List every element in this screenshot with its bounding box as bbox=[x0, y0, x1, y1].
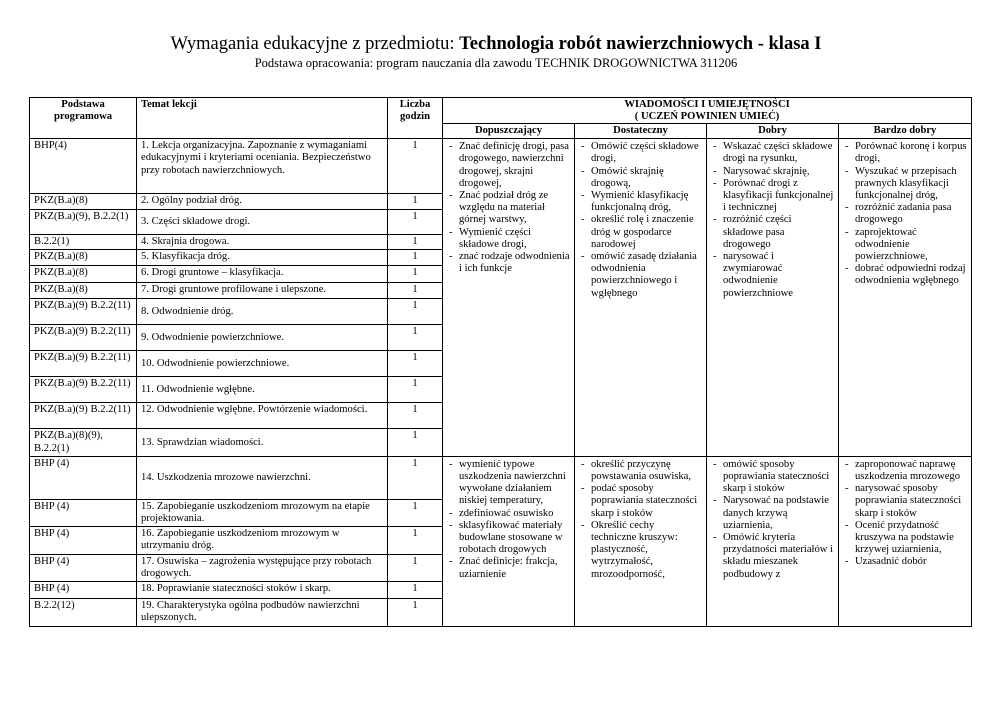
requirements-list bbox=[447, 459, 570, 581]
header-knowledge-line2: ( UCZEŃ POWINIEN UMIEĆ) bbox=[634, 110, 780, 122]
requirements-bardzo-dobry-2 bbox=[839, 456, 972, 626]
row-hours: 1 bbox=[388, 283, 443, 299]
table-row bbox=[30, 456, 972, 499]
requirements-dostateczny-1 bbox=[575, 139, 707, 457]
requirement-item: - narysować i zwymiarować odwodnienie powierzchniowe bbox=[711, 251, 834, 300]
row-basis: BHP (4) bbox=[30, 456, 137, 499]
document-subtitle: Podstawa opracowania: program nauczania dla zawodu TECHNIK DROGOWNICTWA 311206 bbox=[254, 56, 738, 70]
requirement-item: - Wyszukać w przepisach prawnych klasyfikacji funkcjonalnej dróg, bbox=[843, 166, 967, 203]
header-grade-bardzo-dobry: Bardzo dobry bbox=[839, 124, 972, 139]
row-topic: 8. Odwodnienie dróg. bbox=[137, 299, 388, 325]
header-topic: Temat lekcji bbox=[137, 98, 388, 139]
row-basis: BHP (4) bbox=[30, 582, 137, 599]
requirements-list bbox=[579, 459, 702, 581]
row-hours: 1 bbox=[388, 250, 443, 266]
requirement-item: - Znać podział dróg ze względu na materiał górnej warstwy, bbox=[447, 190, 570, 227]
row-basis: BHP (4) bbox=[30, 527, 137, 554]
row-hours: 1 bbox=[388, 139, 443, 194]
row-hours: 1 bbox=[388, 210, 443, 235]
requirement-item: - Określić cechy techniczne kruszyw: plastyczność, wytrzymałość, mrozoodporność, bbox=[579, 520, 702, 581]
row-basis: BHP (4) bbox=[30, 499, 137, 526]
requirements-bardzo-dobry-1 bbox=[839, 139, 972, 457]
header-grade-dobry: Dobry bbox=[707, 124, 839, 139]
row-topic: 16. Zapobieganie uszkodzeniom mrozowym w utrzymaniu dróg. bbox=[137, 527, 388, 554]
header-knowledge-line1: WIADOMOŚCI I UMIEJĘTNOŚCI bbox=[624, 99, 790, 110]
row-basis: B.2.2(1) bbox=[30, 235, 137, 250]
row-topic: 5. Klasyfikacja dróg. bbox=[137, 250, 388, 266]
row-hours: 1 bbox=[388, 325, 443, 351]
requirement-item: - sklasyfikować materiały budowlane stosowane w robotach drogowych bbox=[447, 520, 570, 557]
requirement-item: - zdefiniować osuwisko bbox=[447, 508, 570, 520]
header-knowledge bbox=[443, 98, 972, 124]
requirement-item: - Narysować skrajnię, bbox=[711, 166, 834, 178]
row-basis: PKZ(B.a)(9) B.2.2(11) bbox=[30, 377, 137, 403]
row-basis: PKZ(B.a)(8)(9), B.2.2(1) bbox=[30, 429, 137, 456]
row-hours: 1 bbox=[388, 299, 443, 325]
row-basis: B.2.2(12) bbox=[30, 599, 137, 627]
requirement-item: - Wskazać części składowe drogi na rysunku, bbox=[711, 141, 834, 165]
row-basis: BHP(4) bbox=[30, 139, 137, 194]
table-row bbox=[30, 139, 972, 194]
requirement-item: - znać rodzaje odwodnienia i ich funkcje bbox=[447, 251, 570, 275]
row-basis: PKZ(B.a)(9) B.2.2(11) bbox=[30, 325, 137, 351]
row-hours: 1 bbox=[388, 403, 443, 429]
row-topic: 12. Odwodnienie wgłębne. Powtórzenie wiadomości. bbox=[137, 403, 388, 429]
row-hours: 1 bbox=[388, 456, 443, 499]
requirement-item: - określić rolę i znaczenie dróg w gospodarce narodowej bbox=[579, 214, 702, 251]
row-hours: 1 bbox=[388, 582, 443, 599]
row-topic: 17. Osuwiska – zagrożenia występujące przy robotach drogowych. bbox=[137, 554, 388, 581]
requirement-item: - Narysować na podstawie danych krzywą uziarnienia, bbox=[711, 495, 834, 532]
requirement-item: - zaproponować naprawę uszkodzenia mrozowego bbox=[843, 459, 967, 483]
row-basis: PKZ(B.a)(9), B.2.2(1) bbox=[30, 210, 137, 235]
requirement-item: - określić przyczynę powstawania osuwiska, bbox=[579, 459, 702, 483]
row-topic: 19. Charakterystyka ogólna podbudów nawierzchni ulepszonych. bbox=[137, 599, 388, 627]
header-hours: Liczba godzin bbox=[388, 98, 443, 139]
row-hours: 1 bbox=[388, 235, 443, 250]
requirements-list bbox=[447, 141, 570, 275]
requirement-item: - Wymienić części składowe drogi, bbox=[447, 227, 570, 251]
requirement-item: - Porównać koronę i korpus drogi, bbox=[843, 141, 967, 165]
requirement-item: - Uzasadnić dobór bbox=[843, 556, 967, 568]
row-basis: PKZ(B.a)(9) B.2.2(11) bbox=[30, 403, 137, 429]
requirements-list bbox=[579, 141, 702, 300]
requirements-dostateczny-2 bbox=[575, 456, 707, 626]
requirement-item: - narysować sposoby poprawiania stateczności skarp i stoków bbox=[843, 483, 967, 520]
row-basis: PKZ(B.a)(8) bbox=[30, 194, 137, 210]
header-grade-dostateczny: Dostateczny bbox=[575, 124, 707, 139]
title-prefix: Wymagania edukacyjne z przedmiotu: bbox=[170, 34, 460, 54]
header-grade-dopuszczajacy: Dopuszczający bbox=[443, 124, 575, 139]
requirement-item: - omówić zasadę działania odwodnienia powierzchniowego i wgłębnego bbox=[579, 251, 702, 300]
requirement-item: - Znać definicję drogi, pasa drogowego, nawierzchni drogowej, skrajni drogowej, bbox=[447, 141, 570, 190]
row-basis: PKZ(B.a)(9) B.2.2(11) bbox=[30, 351, 137, 377]
row-topic: 18. Poprawianie stateczności stoków i skarp. bbox=[137, 582, 388, 599]
row-topic: 4. Skrajnia drogowa. bbox=[137, 235, 388, 250]
requirement-item: - rozróżnić zadania pasa drogowego bbox=[843, 202, 967, 226]
requirement-item: - rozróżnić części składowe pasa drogowego bbox=[711, 214, 834, 251]
row-topic: 11. Odwodnienie wgłębne. bbox=[137, 377, 388, 403]
requirements-dopuszczajacy-2 bbox=[443, 456, 575, 626]
requirement-item: - wymienić typowe uszkodzenia nawierzchni wywołane działaniem niskiej temperatury, bbox=[447, 459, 570, 508]
row-hours: 1 bbox=[388, 429, 443, 456]
row-hours: 1 bbox=[388, 599, 443, 627]
requirements-list bbox=[711, 459, 834, 581]
requirement-item: - Omówić części składowe drogi, bbox=[579, 141, 702, 165]
row-topic: 10. Odwodnienie powierzchniowe. bbox=[137, 351, 388, 377]
requirement-item: - omówić sposoby poprawiania stateczności skarp i stoków bbox=[711, 459, 834, 496]
row-basis: PKZ(B.a)(8) bbox=[30, 250, 137, 266]
row-topic: 13. Sprawdzian wiadomości. bbox=[137, 429, 388, 456]
header-basis: Podstawa programowa bbox=[30, 98, 137, 139]
requirement-item: - Znać definicje: frakcja, uziarnienie bbox=[447, 556, 570, 580]
requirement-item: - Porównać drogi z klasyfikacji funkcjonalnej i technicznej bbox=[711, 178, 834, 215]
row-topic: 7. Drogi gruntowe profilowane i ulepszone. bbox=[137, 283, 388, 299]
row-topic: 6. Drogi gruntowe – klasyfikacja. bbox=[137, 266, 388, 283]
row-hours: 1 bbox=[388, 527, 443, 554]
row-topic: 14. Uszkodzenia mrozowe nawierzchni. bbox=[137, 456, 388, 499]
document-title bbox=[0, 34, 992, 54]
requirements-dobry-2 bbox=[707, 456, 839, 626]
requirements-dobry-1 bbox=[707, 139, 839, 457]
row-hours: 1 bbox=[388, 266, 443, 283]
row-topic: 2. Ogólny podział dróg. bbox=[137, 194, 388, 210]
row-topic: 15. Zapobieganie uszkodzeniom mrozowym na etapie projektowania. bbox=[137, 499, 388, 526]
requirement-item: - Omówić kryteria przydatności materiałów i składu mieszanek podbudowy z bbox=[711, 532, 834, 581]
row-hours: 1 bbox=[388, 499, 443, 526]
requirement-item: - zaprojektować odwodnienie powierzchniowe, bbox=[843, 227, 967, 264]
requirements-table bbox=[29, 97, 972, 627]
requirement-item: - podać sposoby poprawiania stateczności skarp i stoków bbox=[579, 483, 702, 520]
title-subject: Technologia robót nawierzchniowych - klasa I bbox=[459, 34, 822, 54]
requirement-item: - Wymienić klasyfikację funkcjonalną dróg, bbox=[579, 190, 702, 214]
row-basis: BHP (4) bbox=[30, 554, 137, 581]
requirements-list bbox=[843, 459, 967, 569]
row-hours: 1 bbox=[388, 194, 443, 210]
requirement-item: - Ocenić przydatność kruszywa na podstawie krzywej uziarnienia, bbox=[843, 520, 967, 557]
row-basis: PKZ(B.a)(8) bbox=[30, 266, 137, 283]
requirement-item: - dobrać odpowiedni rodzaj odwodnienia wgłębnego bbox=[843, 263, 967, 287]
requirements-dopuszczajacy-1 bbox=[443, 139, 575, 457]
requirement-item: - Omówić skrajnię drogową, bbox=[579, 166, 702, 190]
requirements-list bbox=[711, 141, 834, 300]
requirements-list bbox=[843, 141, 967, 287]
row-hours: 1 bbox=[388, 351, 443, 377]
row-topic: 1. Lekcja organizacyjna. Zapoznanie z wymaganiami edukacyjnymi i kryteriami oceniania. Bezpieczeństwo przy robotach nawierzchniowych. bbox=[137, 139, 388, 194]
row-basis: PKZ(B.a)(9) B.2.2(11) bbox=[30, 299, 137, 325]
row-topic: 3. Części składowe drogi. bbox=[137, 210, 388, 235]
row-topic: 9. Odwodnienie powierzchniowe. bbox=[137, 325, 388, 351]
row-hours: 1 bbox=[388, 377, 443, 403]
row-basis: PKZ(B.a)(8) bbox=[30, 283, 137, 299]
row-hours: 1 bbox=[388, 554, 443, 581]
